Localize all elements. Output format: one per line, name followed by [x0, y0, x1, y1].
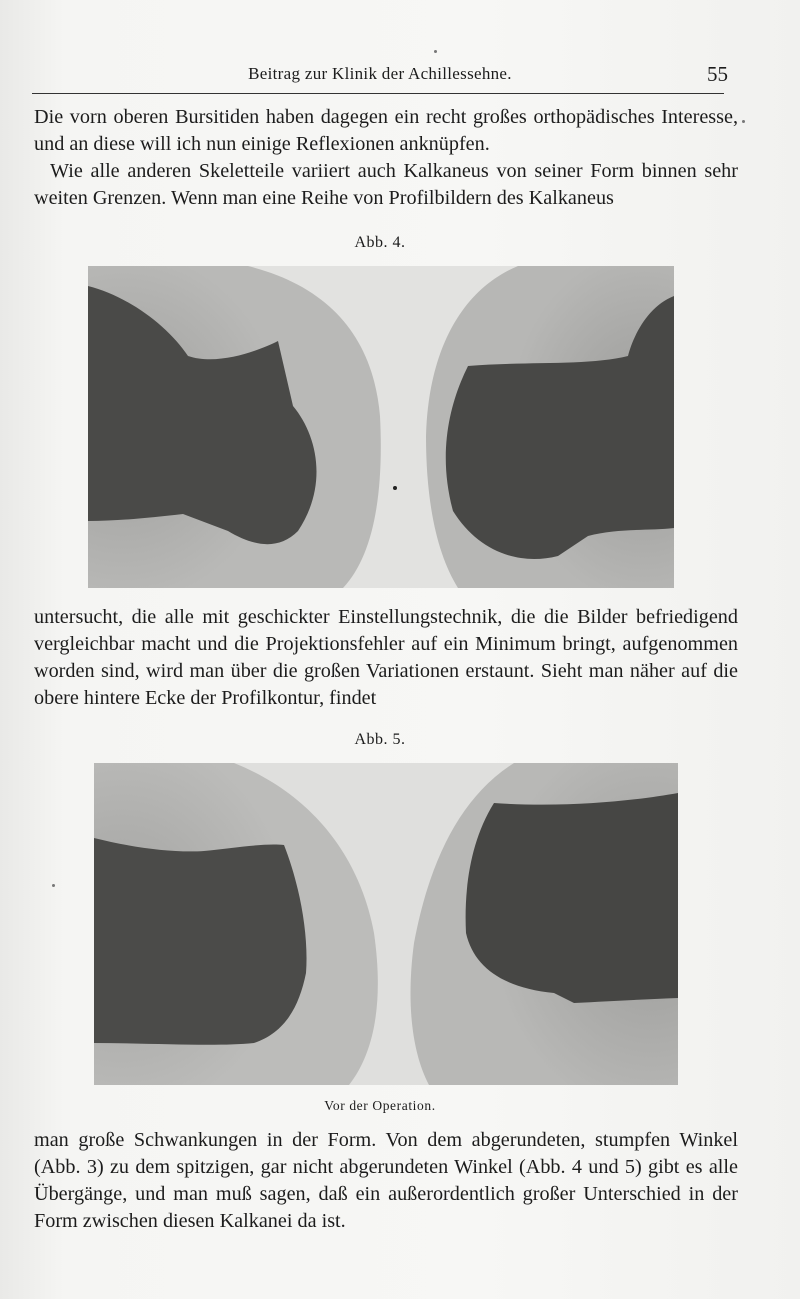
header-divider	[32, 93, 724, 94]
page-number: 55	[707, 62, 728, 86]
paper-speck	[742, 120, 745, 123]
paragraph-1: Die vorn oberen Bursitiden haben dagegen ein recht großes orthopädisches Interesse, und an diese will ich nun einige Reflexionen anknüpfen.	[34, 106, 738, 155]
paper-speck	[52, 884, 55, 887]
figure-5-xray	[94, 763, 678, 1085]
paragraph-2: Wie alle anderen Skeletteile variiert auch Kalkaneus von seiner Form binnen sehr weiten Grenzen. Wenn man eine Reihe von Profilbildern des Kalkaneus	[34, 160, 738, 209]
paragraph-4: man große Schwankungen in der Form. Von dem abgerundeten, stumpfen Winkel (Abb. 3) zu dem spitzigen, gar nicht abgerundeten Winkel (Abb. 4 und 5) gibt es alle Übergänge, und man muß sagen, daß ein außerordentlich großer Unterschied in der Form zwischen diesen Kalkanei da ist.	[34, 1129, 738, 1232]
figure-5-caption: Vor der Operation.	[324, 1098, 436, 1113]
figure-5-label: Abb. 5.	[354, 731, 406, 748]
paragraph-3: untersucht, die alle mit geschickter Einstellungstechnik, die die Bilder befriedigend vergleichbar macht und die Projektionsfehler auf ein Minimum bringt, aufgenommen worden sind, wird man über die großen Variationen erstaunt. Sieht man näher auf die obere hintere Ecke der Profilkontur, findet	[34, 606, 738, 709]
xray-image-abb5	[94, 763, 678, 1085]
figure-4-xray	[88, 266, 674, 588]
xray-image-abb4	[88, 266, 674, 588]
running-title: Beitrag zur Klinik der Achillessehne.	[248, 64, 512, 83]
figure-4-label: Abb. 4.	[354, 234, 406, 251]
paper-speck	[434, 50, 437, 53]
